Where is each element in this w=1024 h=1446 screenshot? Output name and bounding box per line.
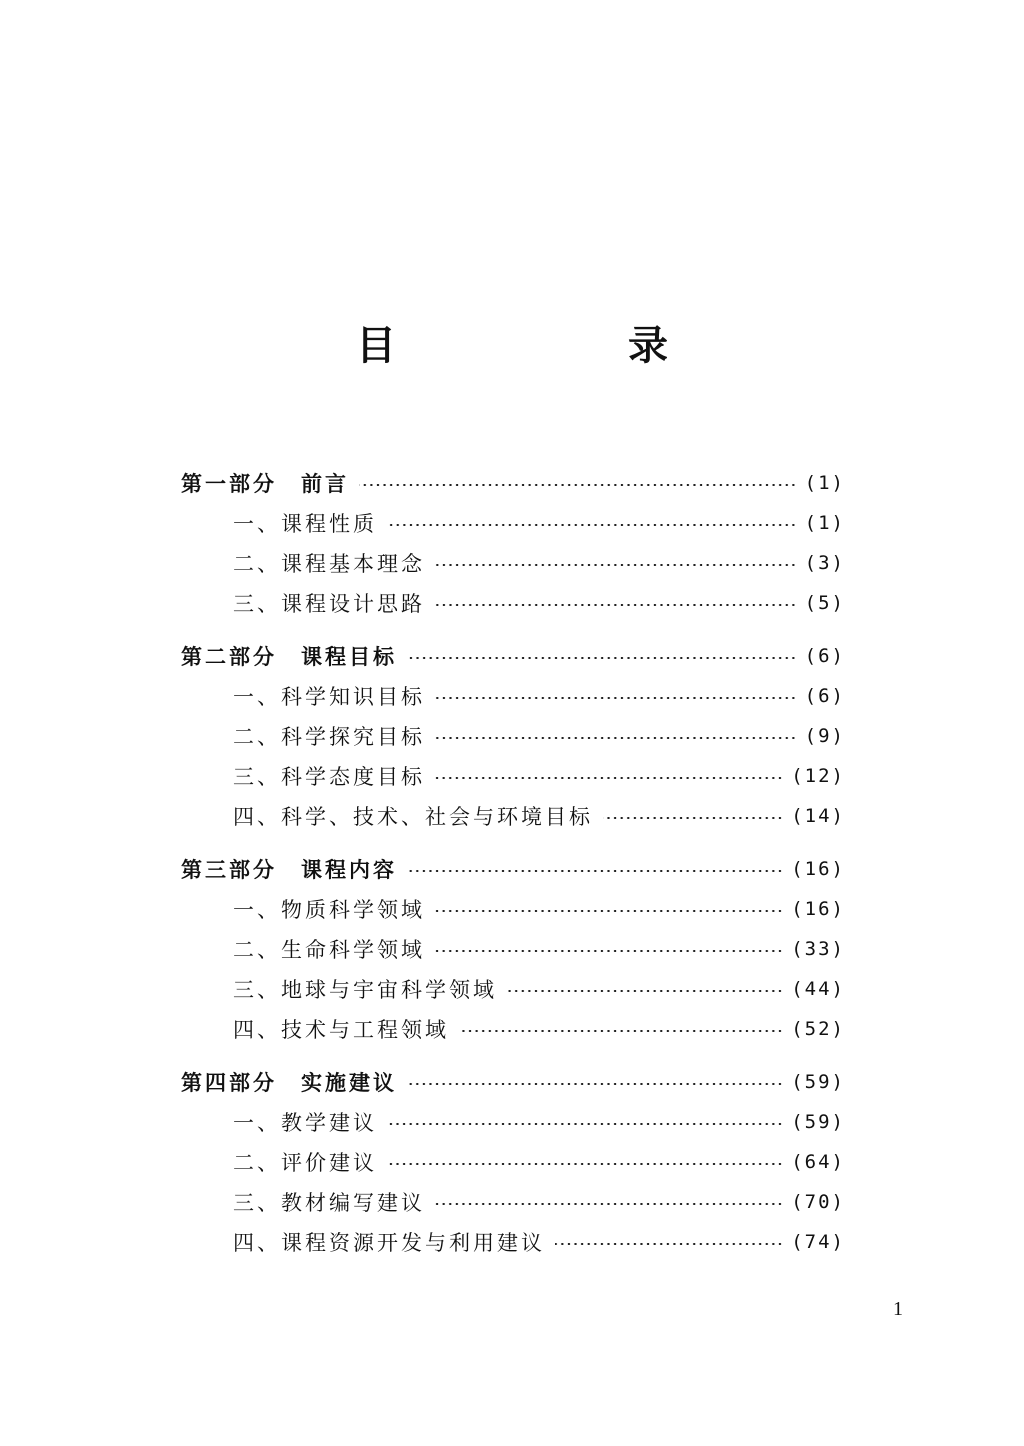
toc-entry-title: 二、科学探究目标	[233, 725, 425, 749]
toc-page-number: (6)	[804, 685, 845, 707]
toc-page-number: (16)	[791, 898, 845, 920]
toc-entry[interactable]	[181, 583, 845, 623]
toc-leader-dots	[507, 990, 783, 992]
toc-entry-title: 四、技术与工程领域	[233, 1018, 449, 1042]
toc-entry[interactable]	[181, 1182, 845, 1222]
toc-leader-dots	[435, 564, 797, 566]
toc-entry[interactable]	[181, 1142, 845, 1182]
toc-entry[interactable]	[181, 756, 845, 796]
toc-page-number: (1)	[804, 512, 845, 534]
toc-entry-title: 三、科学态度目标	[233, 765, 425, 789]
toc-page-number: (59)	[791, 1111, 845, 1133]
toc-part-heading[interactable]	[181, 463, 845, 503]
toc-page-number: (44)	[791, 978, 845, 1000]
toc-entry[interactable]	[181, 716, 845, 756]
toc-part-heading[interactable]	[181, 636, 845, 676]
toc-entry[interactable]	[181, 1222, 845, 1262]
toc-entry[interactable]	[181, 543, 845, 583]
toc-page-number: (74)	[791, 1231, 845, 1253]
toc-leader-dots	[387, 1163, 783, 1165]
toc-leader-dots	[435, 604, 797, 606]
toc-part	[181, 849, 845, 1049]
toc-part-heading[interactable]	[181, 1062, 845, 1102]
toc-part	[181, 463, 845, 623]
toc-page-number: (64)	[791, 1151, 845, 1173]
toc-part	[181, 636, 845, 836]
toc-page-number: (16)	[791, 858, 845, 880]
toc-page-number: (59)	[791, 1071, 845, 1093]
toc-part-title: 第二部分 课程目标	[181, 645, 397, 669]
toc-part-heading[interactable]	[181, 849, 845, 889]
toc-leader-dots	[407, 870, 783, 872]
toc-page-number: (33)	[791, 938, 845, 960]
toc-entry-title: 二、评价建议	[233, 1151, 377, 1175]
toc-entry[interactable]	[181, 889, 845, 929]
toc-leader-dots	[407, 657, 797, 659]
toc-part	[181, 1062, 845, 1262]
toc-entry[interactable]	[181, 503, 845, 543]
toc-entry-title: 二、生命科学领域	[233, 938, 425, 962]
toc-entry-title: 三、课程设计思路	[233, 592, 425, 616]
toc-entry[interactable]	[181, 796, 845, 836]
toc-entry-title: 一、教学建议	[233, 1111, 377, 1135]
page-title: 目 录	[356, 323, 764, 369]
toc-entry[interactable]	[181, 969, 845, 1009]
toc-entry-title: 四、科学、技术、社会与环境目标	[233, 805, 593, 829]
toc-leader-dots	[435, 737, 797, 739]
toc-page-number: (6)	[804, 645, 845, 667]
toc-entry-title: 一、物质科学领域	[233, 898, 425, 922]
toc-leader-dots	[555, 1243, 783, 1245]
toc-page-number: (1)	[804, 472, 845, 494]
table-of-contents	[181, 463, 845, 1275]
toc-entry[interactable]	[181, 1102, 845, 1142]
toc-entry[interactable]	[181, 1009, 845, 1049]
toc-page-number: (52)	[791, 1018, 845, 1040]
toc-part-title: 第四部分 实施建议	[181, 1071, 397, 1095]
toc-leader-dots	[387, 524, 797, 526]
toc-leader-dots	[435, 950, 783, 952]
toc-page-number: (3)	[804, 552, 845, 574]
toc-entry[interactable]	[181, 676, 845, 716]
toc-page-number: (14)	[791, 805, 845, 827]
toc-entry-title: 一、科学知识目标	[233, 685, 425, 709]
toc-page-number: (12)	[791, 765, 845, 787]
toc-part-title: 第一部分 前言	[181, 472, 349, 496]
toc-leader-dots	[407, 1083, 783, 1085]
toc-leader-dots	[359, 484, 797, 486]
toc-leader-dots	[435, 1203, 783, 1205]
toc-leader-dots	[435, 697, 797, 699]
toc-leader-dots	[459, 1030, 783, 1032]
toc-page-number: (70)	[791, 1191, 845, 1213]
toc-entry[interactable]	[181, 929, 845, 969]
toc-leader-dots	[387, 1123, 783, 1125]
toc-entry-title: 二、课程基本理念	[233, 552, 425, 576]
toc-leader-dots	[435, 777, 783, 779]
toc-page-number: (5)	[804, 592, 845, 614]
toc-page-number: (9)	[804, 725, 845, 747]
page-number: 1	[893, 1298, 903, 1320]
toc-entry-title: 三、地球与宇宙科学领域	[233, 978, 497, 1002]
toc-entry-title: 四、课程资源开发与利用建议	[233, 1231, 545, 1255]
toc-part-title: 第三部分 课程内容	[181, 858, 397, 882]
toc-entry-title: 一、课程性质	[233, 512, 377, 536]
toc-leader-dots	[435, 910, 783, 912]
toc-leader-dots	[603, 817, 783, 819]
toc-entry-title: 三、教材编写建议	[233, 1191, 425, 1215]
